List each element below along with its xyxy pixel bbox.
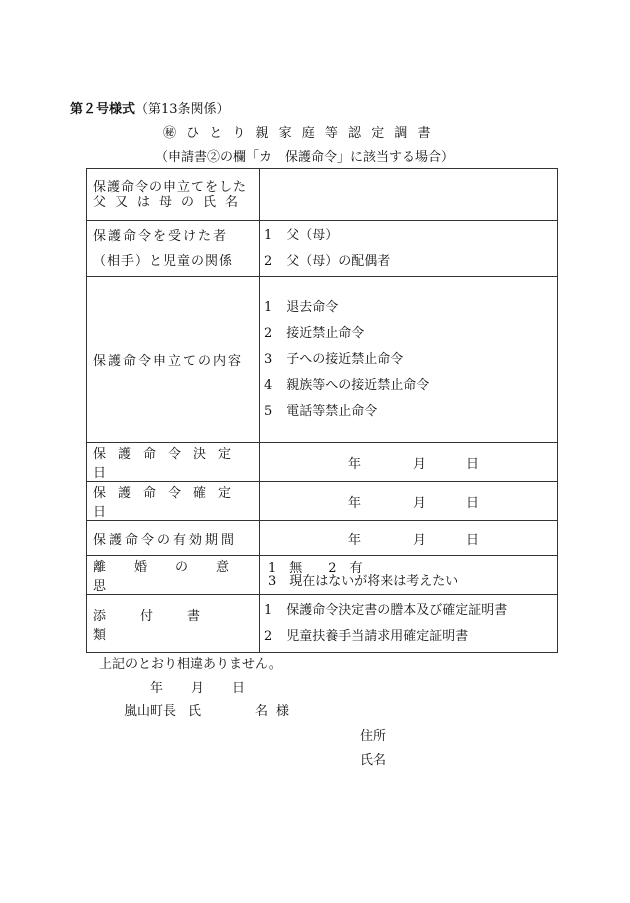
name-label: 氏名: [360, 753, 387, 768]
divorce-intent-options: [260, 556, 558, 595]
addressee: 嵐山町長 氏 名 様: [124, 704, 290, 719]
attachment-2[interactable]: 2 児童扶養手当請求用確定証明書: [264, 628, 469, 644]
finalization-date-field[interactable]: 年 月 日: [260, 482, 558, 521]
divorce-option-3[interactable]: 3 現在はないが将来は考えたい: [268, 574, 459, 589]
relation-label: [87, 221, 260, 277]
relation-option-2[interactable]: 2 父（母）の配偶者: [264, 253, 391, 269]
validity-period-label: 保護命令の有効期間: [87, 521, 260, 556]
content-label: 保護命令申立ての内容: [87, 277, 260, 443]
content-option-1[interactable]: 1 退去命令: [264, 299, 339, 315]
decision-date-field[interactable]: 年 月 日: [260, 443, 558, 482]
validity-period-field[interactable]: 年 月 日: [260, 521, 558, 556]
divorce-option-1-2[interactable]: 1 無 2 有: [268, 561, 363, 576]
applicant-name-label: [87, 169, 260, 221]
content-option-4[interactable]: 4 親族等への接近禁止命令: [264, 377, 430, 393]
address-label: 住所: [360, 729, 387, 744]
table-row: [87, 169, 558, 221]
decision-date-label: 保護命令決定日: [87, 443, 260, 482]
content-option-5[interactable]: 5 電話等禁止命令: [264, 403, 378, 419]
relation-options: [260, 221, 558, 277]
divorce-intent-label: 離婚の意思: [87, 556, 260, 595]
declaration: 上記のとおり相違ありません。: [99, 657, 282, 672]
finalization-date-label: 保護命令確定日: [87, 482, 260, 521]
applicant-name-label-line1: 保護命令の申立てをした: [93, 179, 248, 195]
certification-table: [86, 168, 558, 653]
table-row: [87, 221, 558, 277]
attachment-1[interactable]: 1 保護命令決定書の謄本及び確定証明書: [264, 602, 508, 618]
relation-option-1[interactable]: 1 父（母）: [264, 227, 339, 243]
attachments-list: [260, 595, 558, 653]
content-options: [260, 277, 558, 443]
declaration-date[interactable]: 年 月 日: [150, 681, 246, 696]
table-row: [87, 556, 558, 595]
table-row: [87, 482, 558, 521]
form-number-label: 第２号様式: [70, 102, 136, 117]
relation-label-line2: （相手）と児童の関係: [93, 253, 234, 269]
form-reference: （第13条関係）: [135, 102, 230, 117]
table-row: [87, 521, 558, 556]
attachments-label: 添付書類: [87, 595, 260, 653]
content-option-2[interactable]: 2 接近禁止命令: [264, 325, 365, 341]
table-row: [87, 277, 558, 443]
form-number: [70, 98, 230, 117]
applicant-name-field[interactable]: [260, 169, 558, 221]
document-subtitle: （申請書②の欄「カ 保護命令」に該当する場合）: [155, 150, 455, 165]
table-row: [87, 595, 558, 653]
relation-label-line1: 保護命令を受けた者: [93, 228, 229, 244]
applicant-name-label-line2: 父又は母の氏名: [93, 194, 248, 210]
document-title: ㊙ ひ と り 親 家 庭 等 認 定 調 書: [163, 126, 434, 141]
table-row: [87, 443, 558, 482]
content-option-3[interactable]: 3 子への接近禁止命令: [264, 351, 404, 367]
